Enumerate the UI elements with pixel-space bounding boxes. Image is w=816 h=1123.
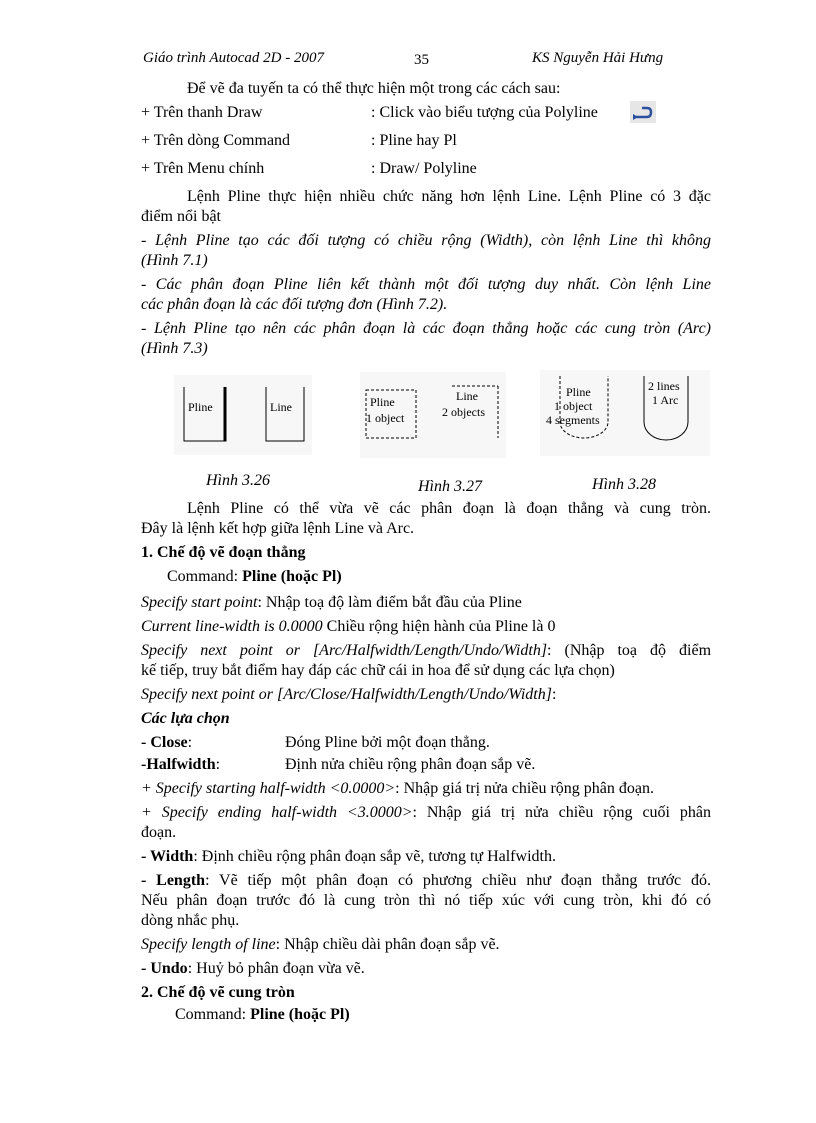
option-end-halfwidth: + Specify ending half-width <3.0000>: Nhập giá trị nửa chiều rộng cuối phân xyxy=(141,804,712,821)
caption-3-26: Hình 3.26 xyxy=(206,472,270,489)
prompt-next-point-close: Specify next point or [Arc/Close/Halfwidth/Length/Undo/Width]: xyxy=(141,686,557,703)
method-value-draw: : Click vào biểu tượng của Polyline xyxy=(371,104,598,121)
option-start-halfwidth: + Specify starting half-width <0.0000>: Nhập giá trị nửa chiều rộng phân đoạn. xyxy=(141,780,654,797)
fig2-line-objects: 2 objects xyxy=(442,405,485,419)
fig2-pline-label: Pline xyxy=(370,395,395,409)
option-undo: - Undo: Huỷ bỏ phân đoạn vừa vẽ. xyxy=(141,960,365,977)
method-label-draw: + Trên thanh Draw xyxy=(141,104,263,121)
fig2-pline-objects: 1 object xyxy=(366,411,405,425)
header-right: KS Nguyễn Hải Hưng xyxy=(532,50,664,66)
fig1-pline-label: Pline xyxy=(188,400,213,414)
feature3-line1: - Lệnh Pline tạo nên các phân đoạn là các đoạn thẳng hoặc các cung tròn (Arc) xyxy=(141,320,711,337)
feature1-line1: - Lệnh Pline tạo các đối tượng có chiều rộng (Width), còn lệnh Line thì không xyxy=(141,232,711,249)
feature3-line2: (Hình 7.3) xyxy=(141,340,208,357)
option-length-prompt: Specify length of line: Nhập chiều dài phân đoạn sắp vẽ. xyxy=(141,936,500,953)
fig1-line-label: Line xyxy=(270,400,292,414)
para1-line1: Lệnh Pline thực hiện nhiều chức năng hơn lệnh Line. Lệnh Pline có 3 đặc xyxy=(187,188,711,205)
para1-line2: điểm nổi bật xyxy=(141,208,221,225)
section1-command: Command: Pline (hoặc Pl) xyxy=(167,568,342,585)
option-length-line2: Nếu phân đoạn trước đó là cung tròn thì nó tiếp xúc với cung tròn, khi đó có xyxy=(141,892,711,909)
method-label-menu: + Trên Menu chính xyxy=(141,160,265,177)
intro-text: Để vẽ đa tuyến ta có thể thực hiện một trong các cách sau: xyxy=(187,80,561,97)
method-label-command: + Trên dòng Command xyxy=(141,132,291,149)
method-value-menu: : Draw/ Polyline xyxy=(371,160,477,177)
option-end-halfwidth-line2: đoạn. xyxy=(141,824,177,841)
prompt-next-point: Specify next point or [Arc/Halfwidth/Length/Undo/Width]: (Nhập toạ độ điểm xyxy=(141,642,712,659)
figure-3-28 xyxy=(540,370,710,461)
options-title: Các lựa chọn xyxy=(141,710,230,727)
feature2-line2: các phân đoạn là các đối tượng đơn (Hình 7.2). xyxy=(141,296,448,313)
method-value-command: : Pline hay Pl xyxy=(371,132,457,149)
header-left: Giáo trình Autocad 2D - 2007 xyxy=(143,50,324,66)
option-halfwidth: -Halfwidth: xyxy=(141,756,221,773)
fig3-pline-objects: 1 object xyxy=(554,399,593,413)
fig2-line-label: Line xyxy=(456,389,478,403)
polyline-icon xyxy=(630,101,656,129)
section2-command: Command: Pline (hoặc Pl) xyxy=(175,1006,350,1023)
fig3-pline-label: Pline xyxy=(566,385,591,399)
feature2-line1: - Các phân đoạn Pline liên kết thành một đối tượng duy nhất. Còn lệnh Line xyxy=(141,276,711,293)
prompt-line-width: Current line-width is 0.0000 Chiều rộng hiện hành của Pline là 0 xyxy=(141,618,556,635)
page-number: 35 xyxy=(414,52,429,68)
option-halfwidth-desc: Định nửa chiều rộng phân đoạn sắp vẽ. xyxy=(285,756,536,773)
prompt-start-point: Specify start point: Nhập toạ độ làm điểm bắt đầu của Pline xyxy=(141,594,522,611)
fig3-arc-label: 1 Arc xyxy=(652,393,679,407)
section2-title: 2. Chế độ vẽ cung tròn xyxy=(141,984,295,1001)
para2-line2: Đây là lệnh kết hợp giữa lệnh Line và Arc. xyxy=(141,520,415,537)
option-length-line3: dòng nhắc phụ. xyxy=(141,912,240,929)
feature1-line2: (Hình 7.1) xyxy=(141,252,208,269)
fig3-lines-label: 2 lines xyxy=(648,379,680,393)
figure-3-27 xyxy=(360,372,506,463)
prompt-next-point-line2: kế tiếp, truy bắt điểm hay đáp các chữ cái in hoa để sử dụng các lựa chọn) xyxy=(141,662,615,679)
caption-3-27: Hình 3.27 xyxy=(418,478,482,495)
option-close: - Close: xyxy=(141,734,193,751)
fig3-pline-segments: 4 segments xyxy=(546,413,600,427)
para2-line1: Lệnh Pline có thể vừa vẽ các phân đoạn là đoạn thẳng và cung tròn. xyxy=(187,500,711,517)
option-length: - Length: Vẽ tiếp một phân đoạn có phương chiều như đoạn thẳng trước đó. xyxy=(141,872,711,889)
caption-3-28: Hình 3.28 xyxy=(592,476,656,493)
section1-title: 1. Chế độ vẽ đoạn thẳng xyxy=(141,544,306,561)
option-width: - Width: Định chiều rộng phân đoạn sắp vẽ, tương tự Halfwidth. xyxy=(141,848,556,865)
figure-3-26 xyxy=(174,375,312,460)
option-close-desc: Đóng Pline bởi một đoạn thẳng. xyxy=(285,734,490,751)
